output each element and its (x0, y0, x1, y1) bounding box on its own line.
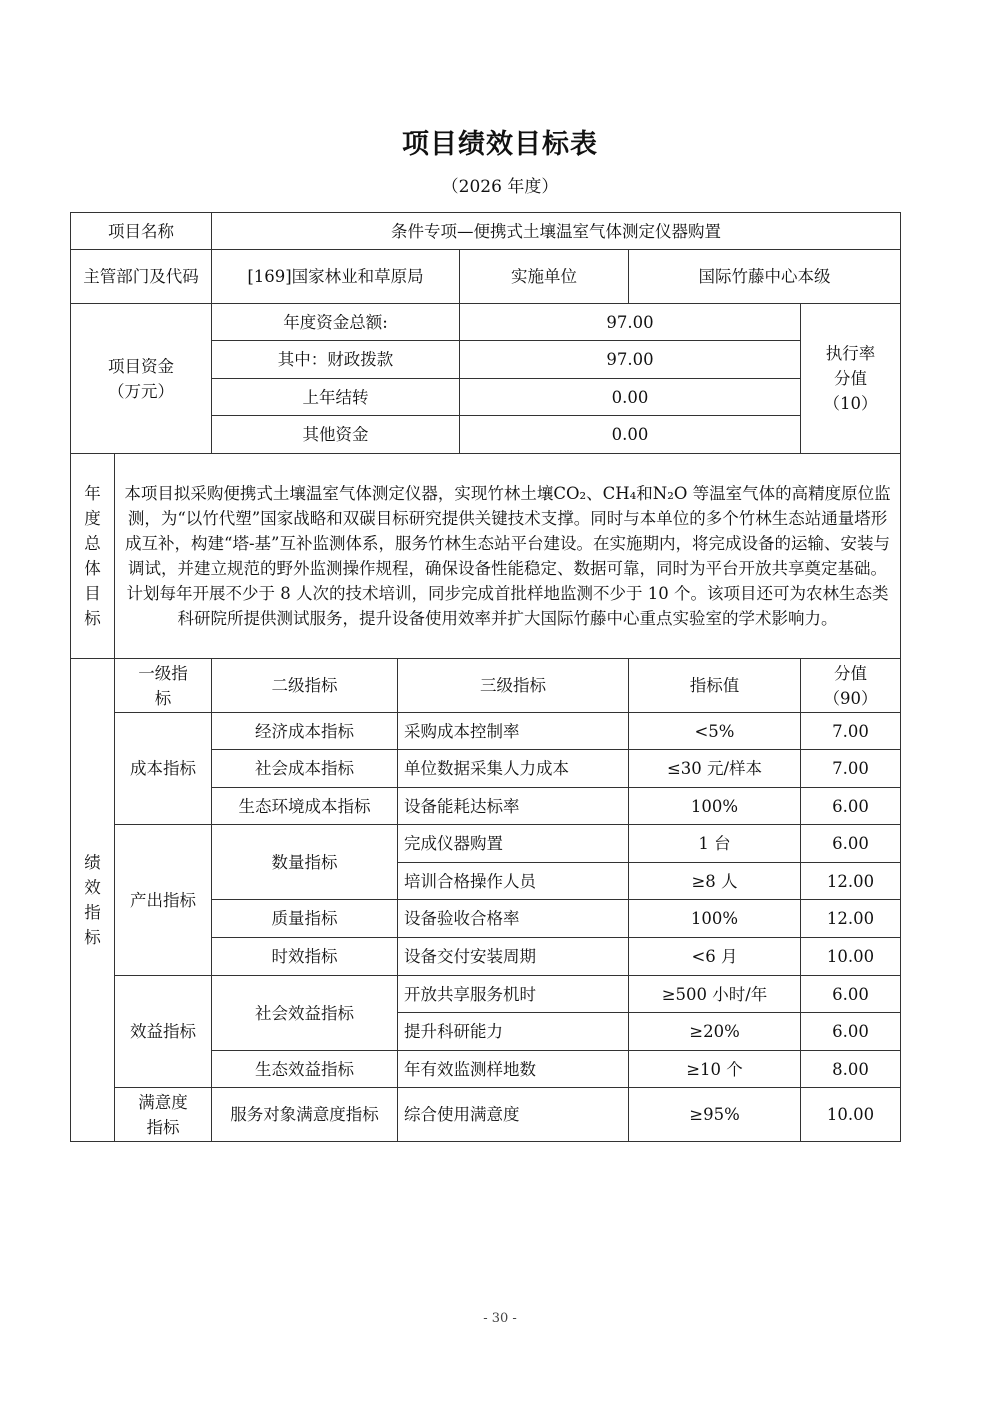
level2-cell: 时效指标 (212, 938, 398, 976)
other-funds-value: 0.00 (460, 416, 801, 454)
score-cell: 10.00 (801, 938, 901, 976)
carryover-label: 上年结转 (212, 379, 460, 416)
indicator-row (71, 825, 901, 863)
score-cell: 6.00 (801, 976, 901, 1013)
value-cell: 1 台 (629, 825, 801, 863)
score-cell: 8.00 (801, 1051, 901, 1088)
score-cell: 6.00 (801, 825, 901, 863)
score-cell: 12.00 (801, 863, 901, 900)
value-cell: <5% (629, 713, 801, 750)
annual-total-value: 97.00 (460, 304, 801, 341)
implementing-unit-label: 实施单位 (460, 250, 629, 304)
performance-indicators-label: 绩效指标 (71, 659, 115, 1142)
level3-cell: 设备交付安装周期 (398, 938, 629, 976)
header-level3: 三级指标 (398, 659, 629, 713)
level2-cell: 质量指标 (212, 900, 398, 938)
cost-indicator-label: 成本指标 (115, 713, 212, 825)
page-subtitle: （2026 年度） (441, 177, 559, 197)
fiscal-allocation-label: 其中：财政拨款 (212, 341, 460, 379)
level3-cell: 开放共享服务机时 (398, 976, 629, 1013)
annual-total-label: 年度资金总额: (212, 304, 460, 341)
value-cell: ≥20% (629, 1013, 801, 1051)
level3-cell: 培训合格操作人员 (398, 863, 629, 900)
level2-cell: 社会效益指标 (212, 976, 398, 1051)
project-name-value: 条件专项—便携式土壤温室气体测定仪器购置 (212, 213, 901, 250)
level3-cell: 提升科研能力 (398, 1013, 629, 1051)
level2-cell: 服务对象满意度指标 (212, 1088, 398, 1142)
score-cell: 6.00 (801, 1013, 901, 1051)
level3-cell: 设备能耗达标率 (398, 788, 629, 825)
page-number: - 30 - (483, 1311, 517, 1326)
level2-cell: 社会成本指标 (212, 750, 398, 788)
score-cell: 12.00 (801, 900, 901, 938)
indicator-row (71, 976, 901, 1013)
fiscal-allocation-value: 97.00 (460, 341, 801, 379)
project-name-label: 项目名称 (71, 213, 212, 250)
funds-total-row (71, 304, 901, 341)
level3-cell: 单位数据采集人力成本 (398, 750, 629, 788)
level3-cell: 采购成本控制率 (398, 713, 629, 750)
level2-cell: 经济成本指标 (212, 713, 398, 750)
score-cell: 7.00 (801, 713, 901, 750)
project-funds-label: 项目资金（万元） (71, 304, 212, 454)
header-value: 指标值 (629, 659, 801, 713)
score-cell: 6.00 (801, 788, 901, 825)
indicator-header-row (71, 659, 901, 713)
header-level1: 一级指标 (115, 659, 212, 713)
level3-cell: 综合使用满意度 (398, 1088, 629, 1142)
value-cell: 100% (629, 900, 801, 938)
project-name-row (71, 213, 901, 250)
level2-cell: 数量指标 (212, 825, 398, 900)
department-label: 主管部门及代码 (71, 250, 212, 304)
value-cell: 100% (629, 788, 801, 825)
level2-cell: 生态环境成本指标 (212, 788, 398, 825)
score-cell: 10.00 (801, 1088, 901, 1142)
level3-cell: 年有效监测样地数 (398, 1051, 629, 1088)
annual-goal-row (71, 454, 901, 659)
value-cell: ≥95% (629, 1088, 801, 1142)
score-cell: 7.00 (801, 750, 901, 788)
output-indicator-label: 产出指标 (115, 825, 212, 976)
satisfaction-indicator-label: 满意度指标 (115, 1088, 212, 1142)
value-cell: <6 月 (629, 938, 801, 976)
level3-cell: 设备验收合格率 (398, 900, 629, 938)
value-cell: ≥500 小时/年 (629, 976, 801, 1013)
annual-goal-label: 年度总体目标 (71, 454, 115, 659)
annual-goal-text: 本项目拟采购便携式土壤温室气体测定仪器，实现竹林土壤CO₂、CH₄和N₂O 等温室气体的高精度原位监测，为“以竹代塑”国家战略和双碳目标研究提供关键技术支撑。同时与本单位的多个竹林生态站通量塔形成互补，构建“塔-基”互补监测体系，服务竹林生态站平台建设。在实施期内，将完成设备的运输、安装与调试，并建立规范的野外监测操作规程，确保设备性能稳定、数据可靠，同时为平台开放共享奠定基础。计划每年开展不少于 8 人次的技术培训，同步完成首批样地监测不少于 10 个。该项目还可为农林生态类科研院所提供测试服务，提升设备使用效率并扩大国际竹藤中心重点实验室的学术影响力。 (115, 454, 901, 659)
header-level2: 二级指标 (212, 659, 398, 713)
level3-cell: 完成仪器购置 (398, 825, 629, 863)
indicator-row (71, 713, 901, 750)
value-cell: ≥10 个 (629, 1051, 801, 1088)
page-title: 项目绩效目标表 (402, 129, 598, 160)
level2-cell: 生态效益指标 (212, 1051, 398, 1088)
implementing-unit-value: 国际竹藤中心本级 (629, 250, 901, 304)
value-cell: ≤30 元/样本 (629, 750, 801, 788)
department-row (71, 250, 901, 304)
department-value: [169]国家林业和草原局 (212, 250, 460, 304)
performance-goal-table (70, 212, 901, 1142)
carryover-value: 0.00 (460, 379, 801, 416)
header-score: 分值（90） (801, 659, 901, 713)
benefit-indicator-label: 效益指标 (115, 976, 212, 1088)
value-cell: ≥8 人 (629, 863, 801, 900)
execution-rate-score: 执行率分值（10） (801, 304, 901, 454)
indicator-row (71, 1088, 901, 1142)
other-funds-label: 其他资金 (212, 416, 460, 454)
